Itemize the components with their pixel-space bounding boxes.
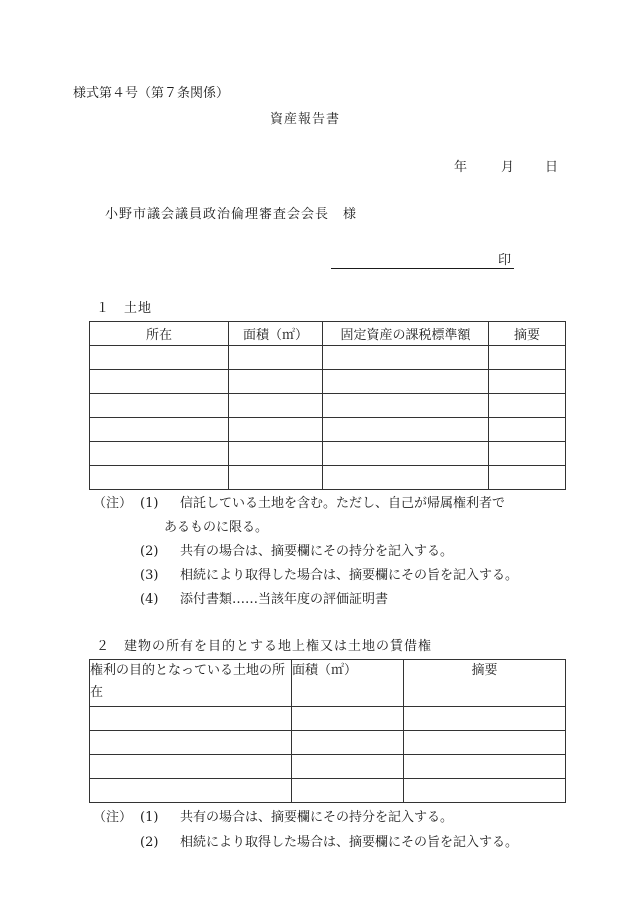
table-cell[interactable] bbox=[489, 370, 566, 394]
table-cell[interactable] bbox=[323, 466, 489, 490]
table-cell[interactable] bbox=[323, 370, 489, 394]
table-header-row bbox=[90, 660, 566, 707]
date-year: 年 bbox=[454, 160, 468, 175]
table-row bbox=[90, 394, 566, 418]
table-cell[interactable] bbox=[323, 394, 489, 418]
table-row bbox=[90, 418, 566, 442]
header-remarks: 摘要 bbox=[404, 660, 566, 707]
table-cell[interactable] bbox=[489, 346, 566, 370]
table-cell[interactable] bbox=[90, 418, 229, 442]
table-cell[interactable] bbox=[404, 755, 566, 779]
signature-line bbox=[331, 268, 514, 269]
note-number: (1) bbox=[140, 810, 159, 825]
table-cell[interactable] bbox=[90, 346, 229, 370]
table-row bbox=[90, 370, 566, 394]
date-day: 日 bbox=[545, 160, 559, 175]
section2-title: ２ 建物の所有を目的とする地上権又は土地の賃借権 bbox=[96, 639, 433, 654]
table-cell[interactable] bbox=[229, 418, 323, 442]
table-row bbox=[90, 779, 566, 803]
document-title: 資産報告書 bbox=[270, 112, 341, 127]
header-remarks: 摘要 bbox=[489, 322, 566, 346]
table-cell[interactable] bbox=[229, 466, 323, 490]
table-cell[interactable] bbox=[323, 418, 489, 442]
table-row bbox=[90, 731, 566, 755]
note-number: (2) bbox=[140, 835, 159, 850]
table-cell[interactable] bbox=[292, 707, 404, 731]
note-text: あるものに限る。 bbox=[164, 520, 269, 535]
table-cell[interactable] bbox=[404, 731, 566, 755]
leasehold-table bbox=[89, 659, 566, 803]
table-cell[interactable] bbox=[90, 394, 229, 418]
table-cell[interactable] bbox=[229, 442, 323, 466]
note-text: 共有の場合は、摘要欄にその持分を記入する。 bbox=[180, 544, 454, 559]
table-cell[interactable] bbox=[90, 466, 229, 490]
table-cell[interactable] bbox=[292, 779, 404, 803]
table-cell[interactable] bbox=[489, 466, 566, 490]
land-table bbox=[89, 321, 566, 490]
header-area: 面積（㎡） bbox=[292, 660, 404, 707]
table-cell[interactable] bbox=[229, 346, 323, 370]
note-text: 信託している土地を含む。ただし、自己が帰属権利者で bbox=[180, 496, 506, 511]
header-tax-value: 固定資産の課税標準額 bbox=[323, 322, 489, 346]
note-text: 相続により取得した場合は、摘要欄にその旨を記入する。 bbox=[180, 568, 519, 583]
table-row bbox=[90, 346, 566, 370]
table-cell[interactable] bbox=[292, 755, 404, 779]
note-text: 共有の場合は、摘要欄にその持分を記入する。 bbox=[180, 810, 454, 825]
table-cell[interactable] bbox=[292, 731, 404, 755]
table-cell[interactable] bbox=[90, 755, 292, 779]
table-cell[interactable] bbox=[404, 707, 566, 731]
table-cell[interactable] bbox=[229, 370, 323, 394]
table-cell[interactable] bbox=[323, 346, 489, 370]
table-header-row bbox=[90, 322, 566, 346]
table-cell[interactable] bbox=[90, 779, 292, 803]
note-text: 相続により取得した場合は、摘要欄にその旨を記入する。 bbox=[180, 835, 519, 850]
table-cell[interactable] bbox=[229, 394, 323, 418]
header-area: 面積（㎡） bbox=[229, 322, 323, 346]
table-cell[interactable] bbox=[489, 394, 566, 418]
table-cell[interactable] bbox=[90, 707, 292, 731]
header-land-location: 権利の目的となっている土地の所在 bbox=[90, 660, 292, 707]
form-number: 様式第４号（第７条関係） bbox=[73, 86, 230, 101]
notes-label: （注） bbox=[93, 496, 133, 511]
section1-title: １ 土地 bbox=[96, 301, 153, 316]
table-cell[interactable] bbox=[489, 418, 566, 442]
table-row bbox=[90, 707, 566, 731]
table-cell[interactable] bbox=[90, 370, 229, 394]
note-number: (2) bbox=[140, 544, 159, 559]
table-cell[interactable] bbox=[90, 442, 229, 466]
seal-mark: 印 bbox=[498, 253, 512, 268]
table-row bbox=[90, 442, 566, 466]
table-cell[interactable] bbox=[404, 779, 566, 803]
header-location: 所在 bbox=[90, 322, 229, 346]
recipient: 小野市議会議員政治倫理審査会会長 様 bbox=[105, 207, 358, 222]
note-number: (4) bbox=[140, 592, 159, 607]
table-cell[interactable] bbox=[489, 442, 566, 466]
note-number: (3) bbox=[140, 568, 159, 583]
table-cell[interactable] bbox=[323, 442, 489, 466]
notes-label: （注） bbox=[93, 810, 133, 825]
table-cell[interactable] bbox=[90, 731, 292, 755]
table-row bbox=[90, 466, 566, 490]
date-month: 月 bbox=[501, 160, 515, 175]
table-row bbox=[90, 755, 566, 779]
note-text: 添付書類……当該年度の評価証明書 bbox=[180, 592, 389, 607]
note-number: (1) bbox=[140, 496, 159, 511]
